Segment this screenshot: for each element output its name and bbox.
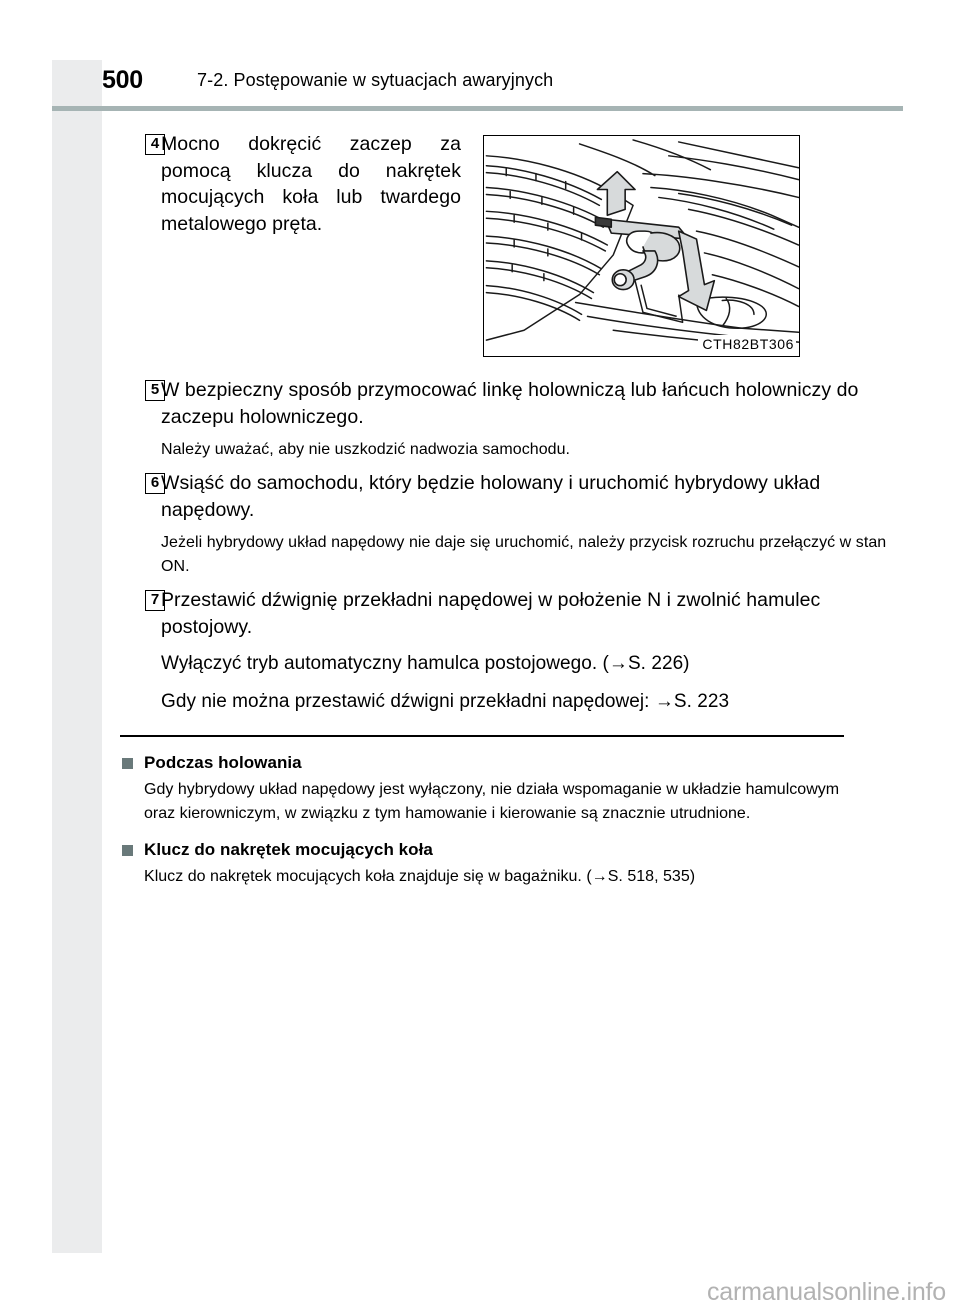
header-divider-rule	[52, 106, 903, 111]
spacer	[123, 640, 903, 651]
note-body-towing: Gdy hybrydowy układ napędowy jest wyłączony, nie działa wspomaganie w układzie hamulcowym oraz kierowniczym, w związku z tym hamowanie i kierowanie są znacznie utrudnione.	[144, 780, 840, 822]
spacer	[123, 462, 903, 470]
note-heading-label: Klucz do nakrętek mocujących koła	[144, 839, 433, 859]
note-heading-towing	[120, 751, 903, 775]
note-body-wheel-nut-wrench: Klucz do nakrętek mocujących koła znajduje się w bagażniku. (→S. 518, 535)	[144, 867, 696, 885]
spacer	[123, 678, 903, 689]
step-item-7	[123, 587, 903, 640]
front-grille-tow-hook-illustration	[483, 135, 800, 357]
figure-caption: CTH82BT306	[698, 335, 796, 353]
illustration-drawing	[484, 136, 799, 356]
notes-divider-rule	[120, 735, 844, 737]
step-text-6: Wsiąść do samochodu, który będzie holowany i uruchomić hybrydowy układ napędowy.	[161, 472, 821, 521]
step-text-4: Mocno dokręcić zaczep za pomocą klucza do nakrętek mocujących koła lub twardego metalowego pręta.	[161, 133, 461, 235]
step-reference-7b: Gdy nie można przestawić dźwigni przekładni napędowej: →S. 223	[161, 690, 730, 712]
spacer	[120, 826, 903, 838]
step-item-6	[123, 470, 903, 523]
step-number-badge-5: 5	[145, 380, 165, 401]
step-reference-7a: Wyłączyć tryb automatyczny hamulca postojowego. (→S. 226)	[161, 653, 690, 674]
left-margin-strip	[52, 60, 102, 1253]
note-heading-wheel-nut-wrench	[120, 838, 903, 862]
square-bullet-icon	[122, 845, 133, 856]
spacer	[123, 430, 903, 438]
step-number-badge-4: 4	[145, 134, 165, 155]
step-text-7: Przestawić dźwignię przekładni napędowej w położenie N i zwolnić hamulec postojowy.	[161, 589, 821, 638]
step-note-6: Jeżeli hybrydowy układ napędowy nie daje się uruchomić, należy przycisk rozruchu przełączyć w stan ON.	[161, 534, 887, 575]
page-content	[123, 131, 903, 889]
step-4-row	[123, 131, 903, 363]
page-header	[102, 64, 903, 108]
note-heading-label: Podczas holowania	[144, 752, 302, 772]
footer-watermark: carmanualsonline.info	[706, 1278, 946, 1306]
spacer	[123, 363, 903, 377]
step-note-5: Należy uważać, aby nie uszkodzić nadwozia samochodu.	[161, 441, 571, 458]
spacer	[123, 523, 903, 531]
page-number: 500	[102, 66, 143, 94]
step-number-badge-7: 7	[145, 590, 165, 611]
spacer	[123, 579, 903, 587]
step-number-badge-6: 6	[145, 473, 165, 494]
step-text-5: W bezpieczny sposób przymocować linkę holowniczą lub łańcuch holowniczy do zaczepu holowniczego.	[161, 379, 859, 428]
step-item-5	[123, 377, 903, 430]
section-title: 7-2. Postępowanie w sytuacjach awaryjnych	[197, 70, 554, 90]
square-bullet-icon	[122, 758, 133, 769]
notes-section	[120, 751, 903, 889]
